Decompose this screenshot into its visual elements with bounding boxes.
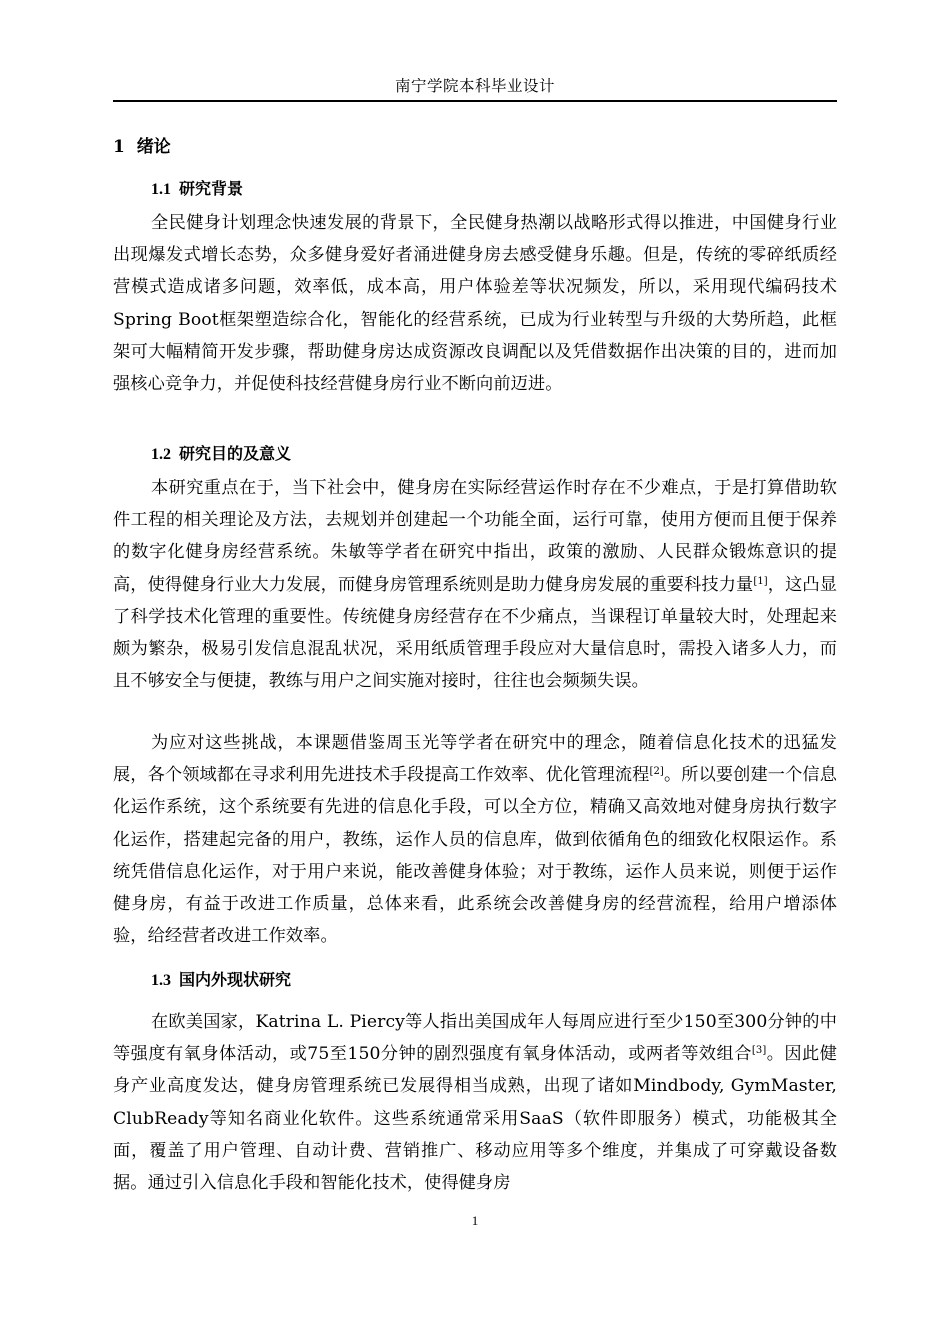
- citation-ref: [3]: [751, 1045, 767, 1057]
- citation-ref: [1]: [753, 575, 768, 587]
- chapter-title: 绪论: [136, 137, 171, 157]
- page-header: 南宁学院本科毕业设计: [394, 77, 555, 95]
- chapter-heading: [113, 132, 171, 157]
- section-title: 研究目的及意义: [179, 444, 292, 463]
- section-heading-1-3: [151, 967, 291, 990]
- section-heading-1-1: [151, 176, 243, 199]
- section-title: 研究背景: [179, 179, 244, 198]
- paragraph-challenge: [113, 727, 837, 952]
- paragraph-text: 本研究重点在于，当下社会中，健身房在实际经营运作时存在不少难点，于是打算借助软件工程的相关理论及方法，去规划并创建起一个功能全面，运行可靠，使用方便而且便于保养的数字化健身房经营系统。朱敏等学者在研究中指出，政策的激励、人民群众锻炼意识的提高，使得健身行业大力发展，而健身房管理系统则是助力健身房发展的重要科技力量: [113, 478, 837, 595]
- paragraph-purpose: [113, 472, 837, 697]
- paragraph-text: 为应对这些挑战，本课题借鉴周玉光等学者在研究中的理念，随着信息化技术的迅猛发展，各个领域都在寻求利用先进技术手段提高工作效率、优化管理流程: [113, 733, 837, 786]
- section-number: 1.3: [151, 972, 171, 989]
- section-number: 1.2: [151, 446, 171, 463]
- paragraph-status: [113, 1006, 837, 1199]
- section-number: 1.1: [151, 181, 171, 198]
- paragraph-text: 在欧美国家，Katrina L. Piercy等人指出美国成年人每周应进行至少150至300分钟的中等强度有氧身体活动，或75至150分钟的剧烈强度有氧身体活动，或两者等效组合: [113, 1012, 837, 1065]
- section-heading-1-2: [151, 441, 291, 464]
- paragraph-text: ，这凸显了科学技术化管理的重要性。传统健身房经营存在不少痛点，当课程订单量较大时，处理起来颇为繁杂，极易引发信息混乱状况，采用纸质管理手段应对大量信息时，需投入诸多人力，而且不够安全与便捷，教练与用户之间实施对接时，往往也会频频失误。: [113, 574, 838, 692]
- chapter-number: 1: [113, 137, 125, 157]
- paragraph-background: 全民健身计划理念快速发展的背景下，全民健身热潮以战略形式得以推进，中国健身行业出现爆发式增长态势，众多健身爱好者涌进健身房去感受健身乐趣。但是，传统的零碎纸质经营模式造成诸多问题，效率低，成本高，用户体验差等状况频发，所以，采用现代编码技术Spring Boot框架塑造综合化，智能化的经营系统，已成为行业转型与升级的大势所趋，此框架可大幅精简开发步骤，帮助健身房达成资源改良调配以及凭借数据作出决策的目的，进而加强核心竞争力，并促使科技经营健身房行业不断向前迈进。: [113, 213, 837, 395]
- paragraph-text: 。所以要创建一个信息化运作系统，这个系统要有先进的信息化手段，可以全方位，精确又高效地对健身房执行数字化运作，搭建起完备的用户，教练，运作人员的信息库，做到依循角色的细致化权限运作。系统凭借信息化运作，对于用户来说，能改善健身体验；对于教练，运作人员来说，则便于运作健身房，有益于改进工作质量，总体来看，此系统会改善健身房的经营流程，给用户增添体验，给经营者改进工作效率。: [113, 765, 837, 947]
- paragraph-text: 。因此健身产业高度发达，健身房管理系统已发展得相当成熟，出现了诸如Mindbody, GymMaster, ClubReady等知名商业化软件。这些系统通常采用SaaS（软件即服务）模式，功能极其全面，覆盖了用户管理、自动计费、营销推广、移动应用等多个维度，并集成了可穿戴设备数据。通过引入信息化手段和智能化技术，使得健身房: [113, 1044, 838, 1194]
- citation-ref: [2]: [649, 766, 664, 778]
- section-title: 国内外现状研究: [179, 970, 292, 989]
- page-number: 1: [471, 1213, 479, 1228]
- header-rule: [113, 100, 837, 102]
